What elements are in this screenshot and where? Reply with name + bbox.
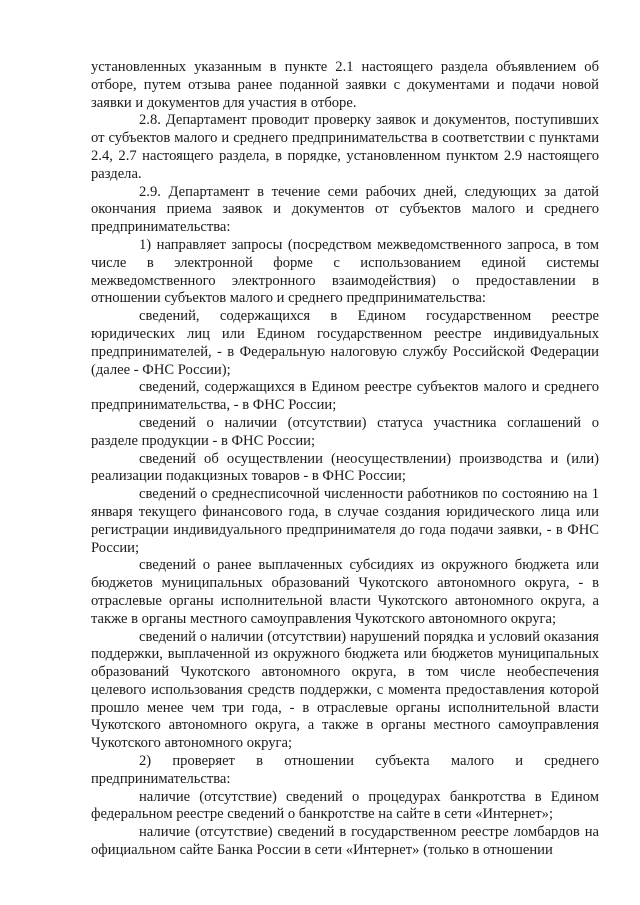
paragraph-srp-status: сведений о наличии (отсутствии) статуса участника соглашений о разделе продукции - в ФНС России; bbox=[91, 414, 599, 449]
paragraph-headcount: сведений о среднесписочной численности работников по состоянию на 1 января текущего финансового года, в случае создания юридического лица или регистрации индивидуального предпринимателя до года подачи заявки, - в ФНС России; bbox=[91, 486, 599, 556]
paragraph-bankruptcy: наличие (отсутствие) сведений о процедурах банкротства в Едином федеральном реестре сведений о банкротстве на сайте в сети «Интернет»; bbox=[91, 788, 599, 823]
paragraph-2-8: 2.8. Департамент проводит проверку заявок и документов, поступивших от субъектов малого и среднего предпринимательства в соответствии с пунктами 2.4, 2.7 настоящего раздела, в порядке, установленном пунктом 2.9 настоящего раздела. bbox=[91, 112, 599, 182]
paragraph-violations: сведений о наличии (отсутствии) нарушений порядка и условий оказания поддержки, выплаченной из окружного бюджета или бюджетов муниципальных образований Чукотского автономного округа, в том числе необеспечения целевого использования средств поддержки, с момента предоставления которой прошло менее чем три года, - в отраслевые органы исполнительной власти Чукотского автономного округа, а также в органы местного самоуправления Чукотского автономного округа; bbox=[91, 628, 599, 752]
paragraph-msp-registry: сведений, содержащихся в Едином реестре субъектов малого и среднего предпринимательства, - в ФНС России; bbox=[91, 379, 599, 414]
paragraph-item-1: 1) направляет запросы (посредством межведомственного запроса, в том числе в электронной форме с использованием единой системы межведомственного электронного взаимодействия) о предоставлении в отношении субъектов малого и среднего предпринимательства: bbox=[91, 236, 599, 307]
paragraph-egrul: сведений, содержащихся в Едином государственном реестре юридических лиц или Едином государственном реестре индивидуальных предпринимателей, - в Федеральную налоговую службу Российской Федерации (далее - ФНС России); bbox=[91, 308, 599, 378]
paragraph-2-9: 2.9. Департамент в течение семи рабочих дней, следующих за датой окончания приема заявок и документов от субъектов малого и среднего предпринимательства: bbox=[91, 183, 599, 236]
paragraph-pawnshops: наличие (отсутствие) сведений в государственном реестре ломбардов на официальном сайте Банка России в сети «Интернет» (только в отношении bbox=[91, 824, 599, 859]
paragraph-excise-goods: сведений об осуществлении (неосуществлении) производства и (или) реализации подакцизных товаров - в ФНС России; bbox=[91, 450, 599, 485]
paragraph-item-2: 2) проверяет в отношении субъекта малого и среднего предпринимательства: bbox=[91, 753, 599, 787]
paragraph-continuation: установленных указанным в пункте 2.1 настоящего раздела объявлением об отборе, путем отзыва ранее поданной заявки с документами и подачи новой заявки и документов для участия в отборе. bbox=[91, 59, 599, 111]
paragraph-prior-subsidies: сведений о ранее выплаченных субсидиях из окружного бюджета или бюджетов муниципальных образований Чукотского автономного округа, - в отраслевые органы исполнительной власти Чукотского автономного округа, а также в органы местного самоуправления Чукотского автономного округа; bbox=[91, 557, 599, 627]
document-page bbox=[91, 59, 599, 860]
